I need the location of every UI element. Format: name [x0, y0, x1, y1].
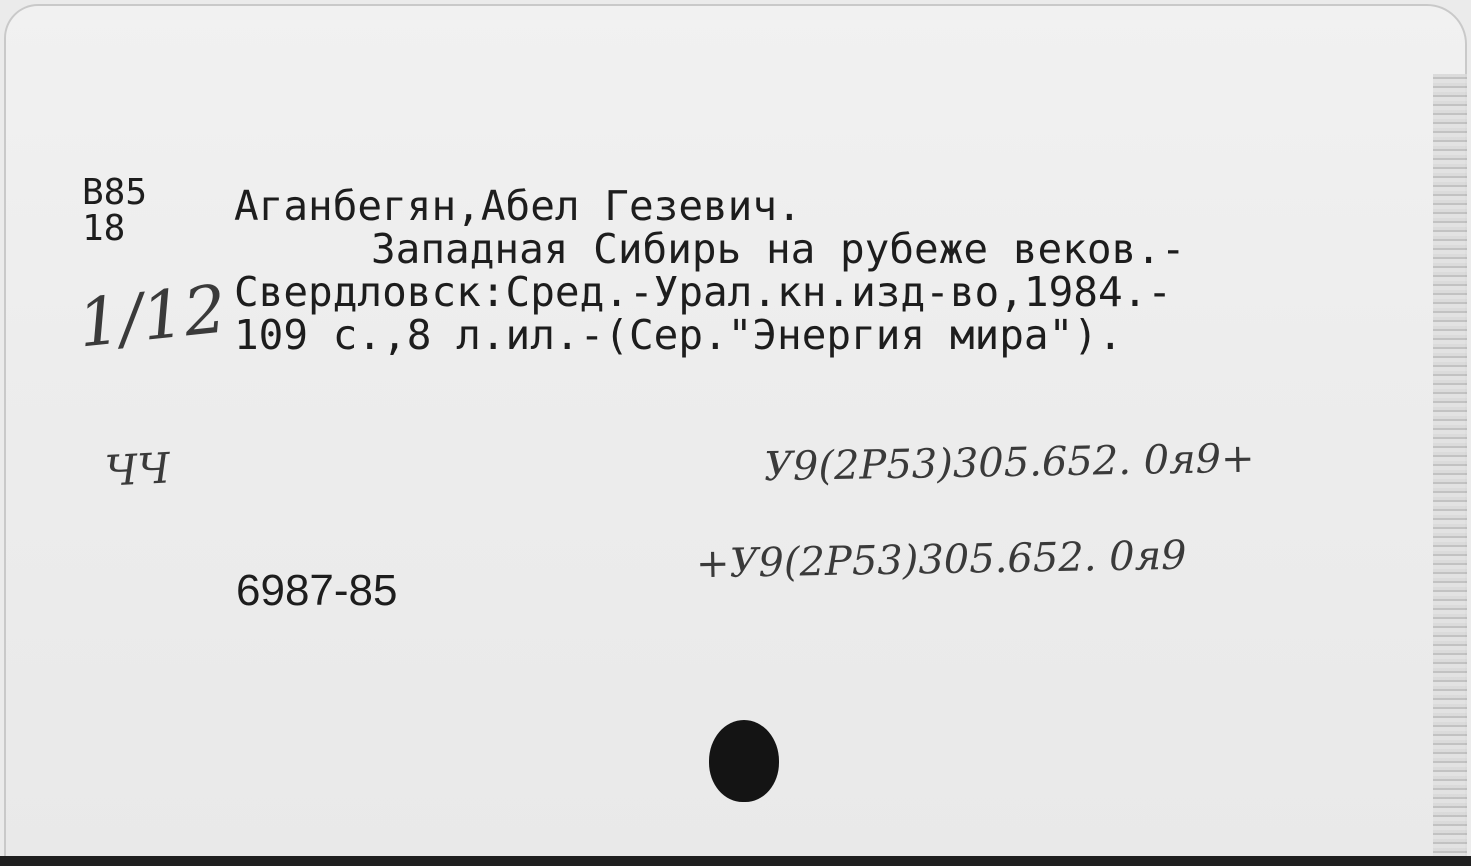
handwritten-small-mark: ЧЧ: [103, 443, 172, 496]
classification-code-2: +У9(2Р53)305.652. 0я9: [695, 532, 1187, 588]
classification-code-1: У9(2Р53)305.652. 0я9+: [763, 435, 1255, 491]
catalog-card-punch-hole: [709, 720, 779, 802]
card-right-edge: [1433, 74, 1467, 864]
physical-description-line: 109 с.,8 л.ил.-(Сер."Энергия мира").: [234, 311, 1123, 359]
call-number-line-1: В85: [82, 172, 148, 213]
imprint-line: Свердловск:Сред.-Урал.кн.изд-во,1984.-: [234, 268, 1172, 316]
catalog-card: [4, 4, 1467, 860]
handwritten-mark: 1/12: [74, 270, 230, 363]
accession-number: 6987-85: [236, 566, 398, 615]
title-line: Западная Сибирь на рубеже веков.-: [371, 225, 1186, 273]
card-bottom-edge: [0, 856, 1471, 866]
author-line: Аганбегян,Абел Гезевич.: [234, 182, 802, 230]
call-number-line-2: 18: [82, 208, 126, 249]
